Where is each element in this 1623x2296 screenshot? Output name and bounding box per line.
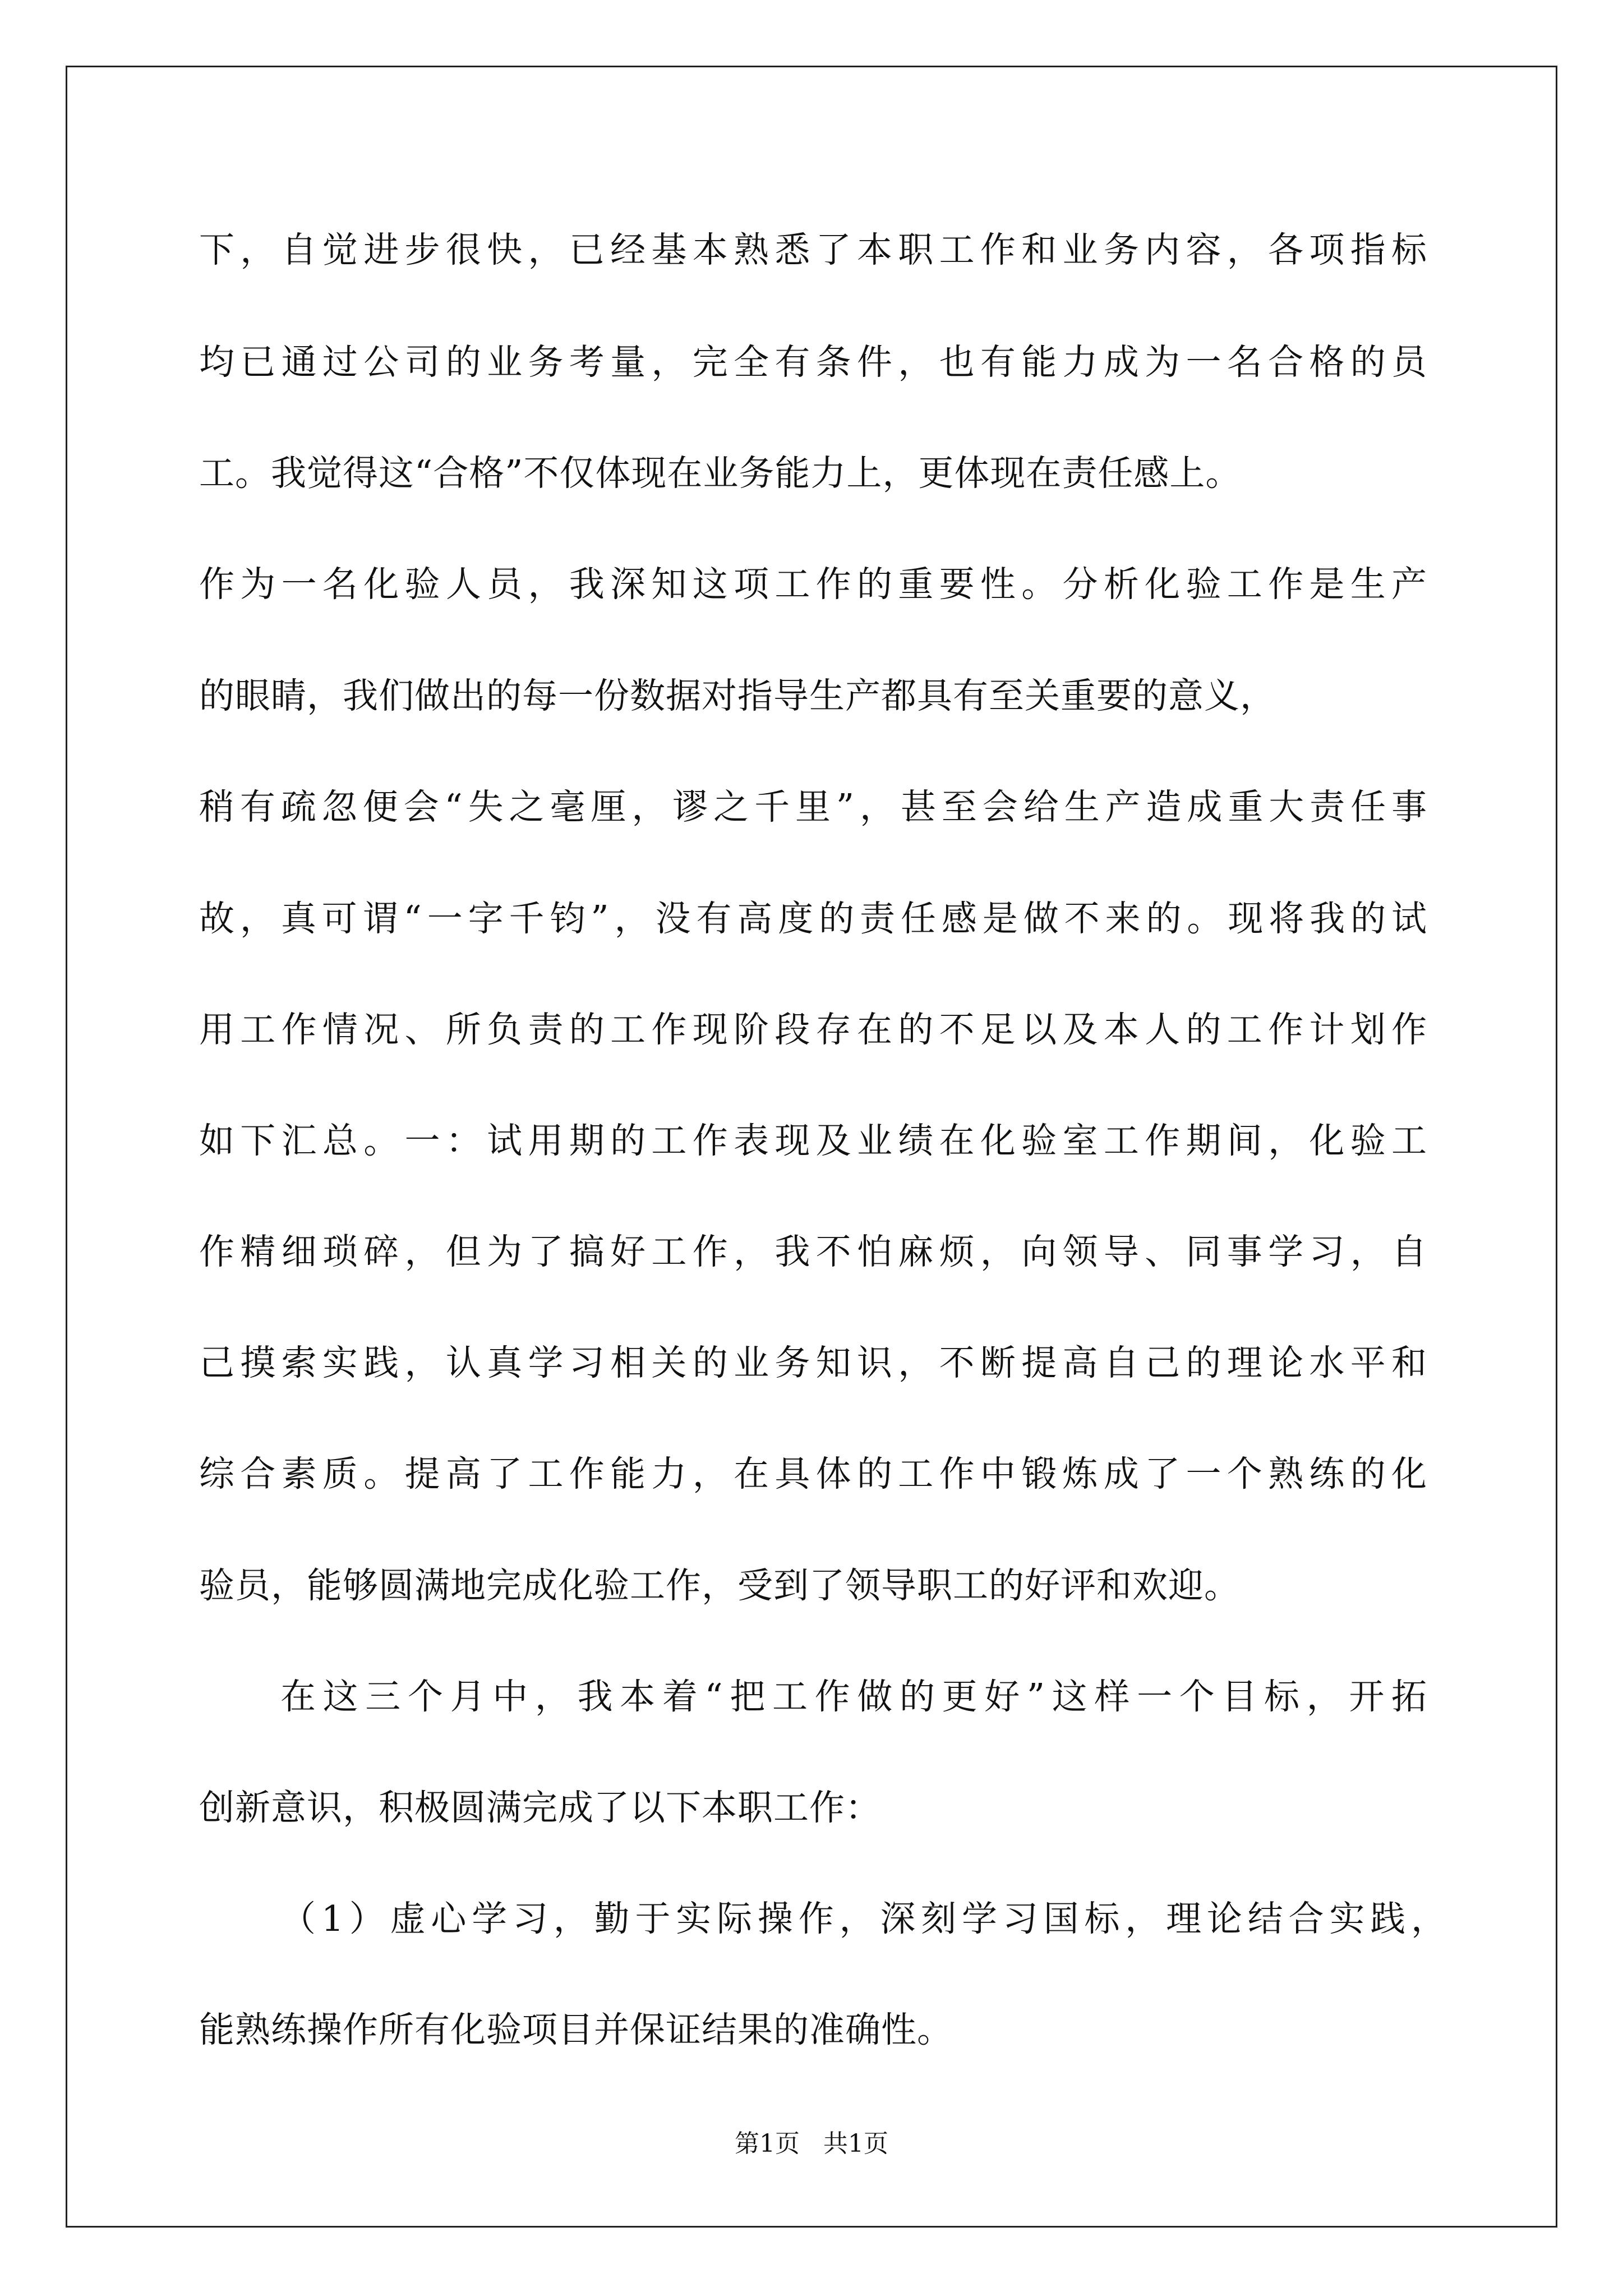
text-line: 创新意识，积极圆满完成了以下本职工作： [199,1787,881,1828]
text-line: 作精细琐碎，但为了搞好工作，我不怕麻烦，向领导、同事学习，自 [199,1231,1427,1272]
text-line: 均已通过公司的业务考量，完全有条件，也有能力成为一名合格的员 [199,342,1427,383]
text-line: 验员，能够圆满地完成化验工作，受到了领导职工的好评和欢迎。 [199,1565,1240,1606]
paragraph-first-line: 在这三个月中，我本着“把工作做的更好”这样一个目标，开拓 [280,1676,1427,1717]
text-line: 工。我觉得这“合格”不仅体现在业务能力上，更体现在责任感上。 [199,453,1242,494]
text-line: 如下汇总。一：试用期的工作表现及业绩在化验室工作期间，化验工 [199,1120,1427,1161]
page-footer: 第1页 共1页 [735,2129,888,2158]
list-item-first-line: （1）虚心学习，勤于实际操作，深刻学习国标，理论结合实践， [280,1898,1447,1939]
text-line: 用工作情况、所负责的工作现阶段存在的不足以及本人的工作计划作 [199,1009,1427,1050]
text-line: 故，真可谓“一字千钧”，没有高度的责任感是做不来的。现将我的试 [199,898,1427,939]
text-line: 综合素质。提高了工作能力，在具体的工作中锻炼成了一个熟练的化 [199,1453,1427,1494]
text-line: 下，自觉进步很快，已经基本熟悉了本职工作和业务内容，各项指标 [199,229,1427,270]
text-line: 的眼睛，我们做出的每一份数据对指导生产都具有至关重要的意义， [199,675,1276,716]
text-line: 稍有疏忽便会“失之毫厘，谬之千里”，甚至会给生产造成重大责任事 [199,786,1427,827]
text-line: 能熟练操作所有化验项目并保证结果的准确性。 [199,2009,953,2050]
text-line: 己摸索实践，认真学习相关的业务知识，不断提高自己的理论水平和 [199,1342,1427,1383]
text-line: 作为一名化验人员，我深知这项工作的重要性。分析化验工作是生产 [199,564,1427,605]
